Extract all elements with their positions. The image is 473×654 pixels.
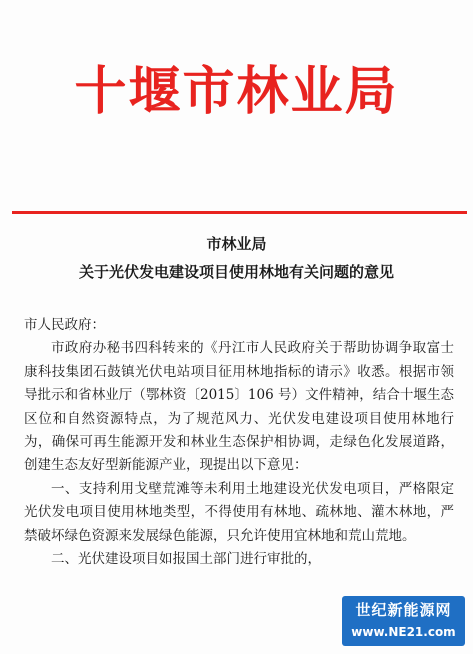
body-paragraph: 市政府办秘书四科转来的《丹江市人民政府关于帮助协调争取富士康科技集团石鼓镇光伏电站项目征用林地指标的请示》收悉。根据市领导批示和省林业厅（鄂林资〔2015〕106 号）文件精神，结合十堰生态区位和自然资源特点，为了规范风力、光伏发电建设项目使用林地行为，确保可再生能源开发和林业生态保护相协调，走绿色化发展道路，创建生态友好型新能源产业，现提出以下意见： xyxy=(24,340,454,474)
watermark-url: www.NE21.com xyxy=(351,625,456,639)
body-paragraph: 二、光伏建设项目如报国土部门进行审批的， xyxy=(51,551,321,568)
body-paragraph: 一、支持利用戈壁荒滩等未利用土地建设光伏发电项目，严格限定光伏发电项目使用林地类型，不得使用有林地、疏林地、灌木林地，严禁破坏绿色资源来发展绿色能源，只允许使用宜林地和荒山荒地。 xyxy=(24,480,454,544)
document-subject: 关于光伏发电建设项目使用林地有关问题的意见 xyxy=(78,263,394,281)
site-watermark-logo xyxy=(342,596,465,646)
document-issuer: 市林业局 xyxy=(206,235,267,253)
red-divider xyxy=(12,211,467,214)
salutation: 市人民政府： xyxy=(24,317,105,333)
letterhead-title: 十堰市林业局 xyxy=(74,61,399,122)
document-body xyxy=(24,314,454,571)
watermark-name: 世纪新能源网 xyxy=(355,601,452,619)
